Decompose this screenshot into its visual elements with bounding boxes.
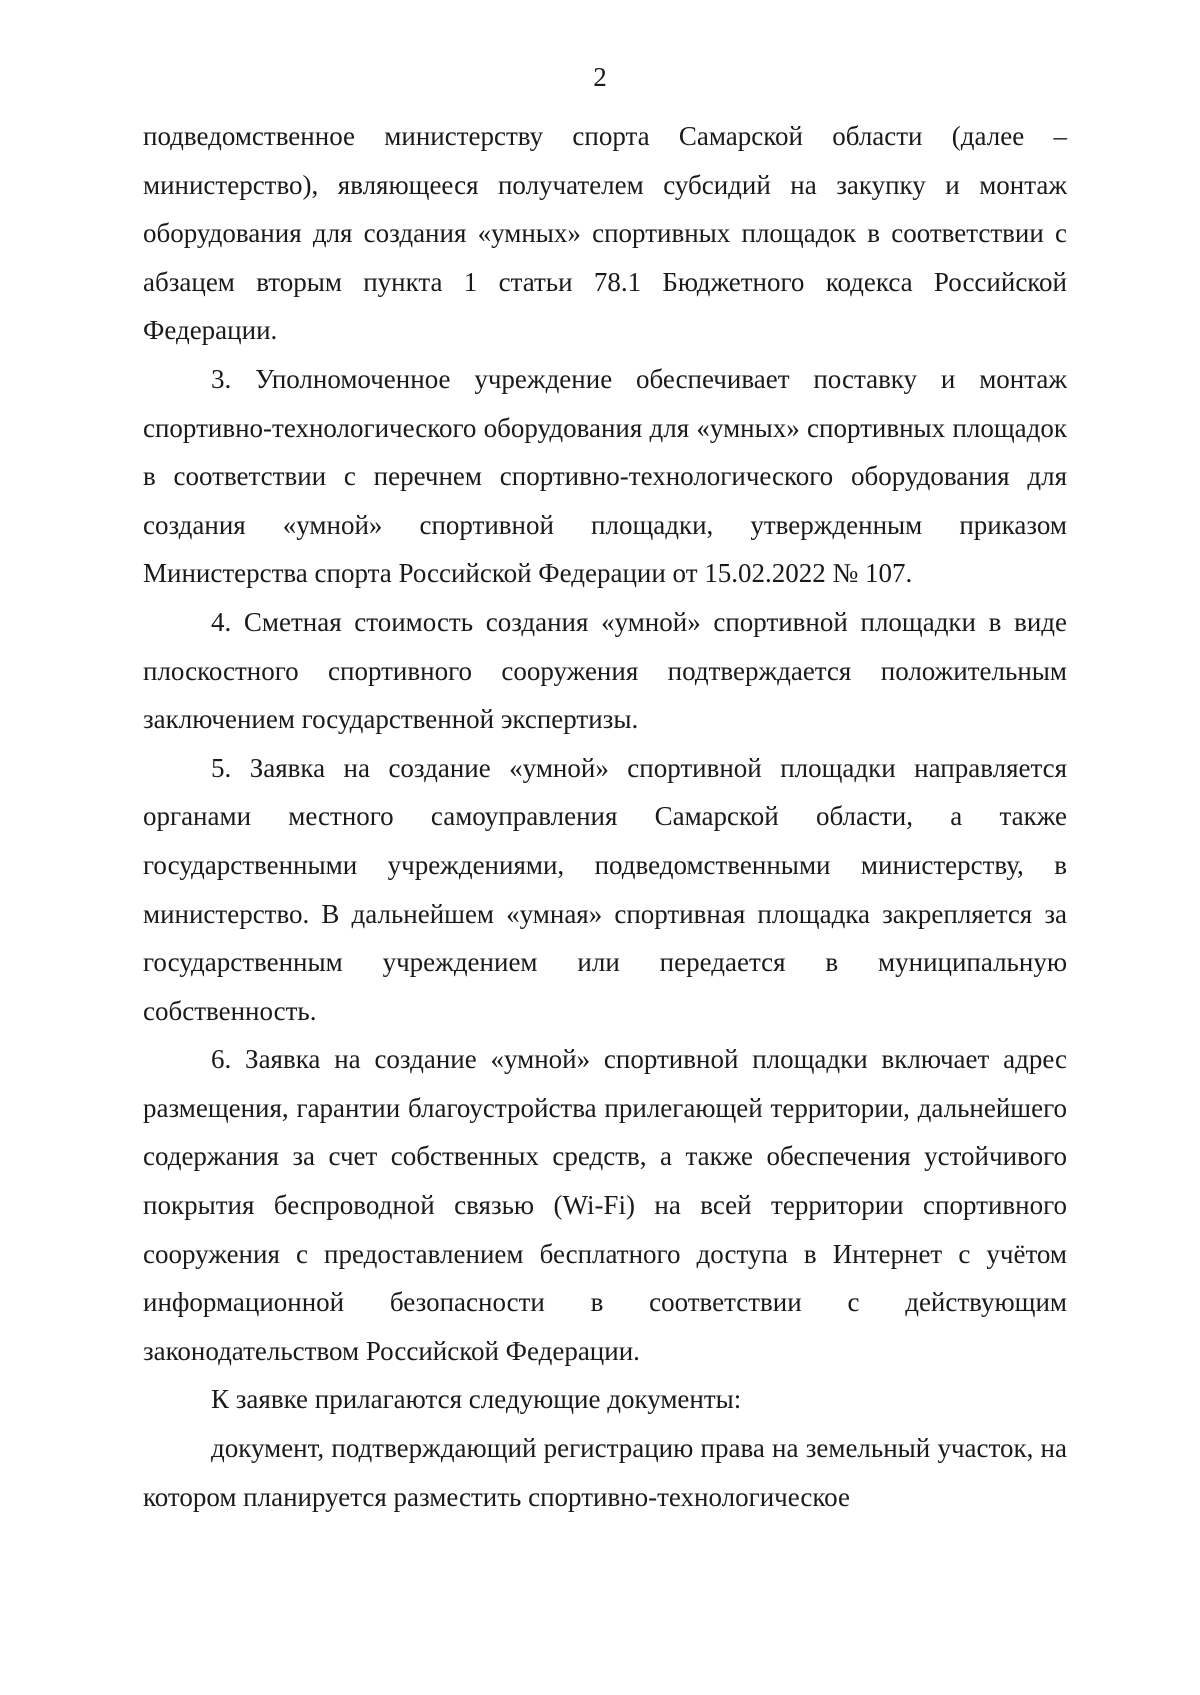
paragraph-attachment-land-document: документ, подтверждающий регистрацию права на земельный участок, на котором планируется разместить спортивно-технологическое	[143, 1433, 1067, 1512]
document-body	[143, 112, 1067, 1521]
paragraph-item-5: 5. Заявка на создание «умной» спортивной площадки направляется органами местного самоуправления Самарской области, а также государственными учреждениями, подведомственными министерству, в министерство. В дальнейшем «умная» спортивная площадка закрепляется за государственным учреждением или передается в муниципальную собственность.	[143, 752, 1067, 1026]
paragraph-item-3: 3. Уполномоченное учреждение обеспечивает поставку и монтаж спортивно-технологического оборудования для «умных» спортивных площадок в соответствии с перечнем спортивно-технологического оборудования для создания «умной» спортивной площадки, утвержденным приказом Министерства спорта Российской Федерации от 15.02.2022 № 107.	[143, 363, 1067, 589]
paragraph-item-6: 6. Заявка на создание «умной» спортивной площадки включает адрес размещения, гарантии благоустройства прилегающей территории, дальнейшего содержания за счет собственных средств, а также обеспечения устойчивого покрытия беспроводной связью (Wi-Fi) на всей территории спортивного сооружения с предоставлением бесплатного доступа в Интернет с учётом информационной безопасности в соответствии с действующим законодательством Российской Федерации.	[143, 1044, 1067, 1366]
paragraph-item-4: 4. Сметная стоимость создания «умной» спортивной площадки в виде плоскостного спортивного сооружения подтверждается положительным заключением государственной экспертизы.	[143, 606, 1067, 735]
paragraph-continuation: подведомственное министерству спорта Самарской области (далее – министерство), являющееся получателем субсидий на закупку и монтаж оборудования для создания «умных» спортивных площадок в соответствии с абзацем вторым пункта 1 статьи 78.1 Бюджетного кодекса Российской Федерации.	[143, 121, 1067, 346]
paragraph-attachments-intro: К заявке прилагаются следующие документы:	[211, 1384, 742, 1415]
page-number: 2	[593, 62, 607, 92]
